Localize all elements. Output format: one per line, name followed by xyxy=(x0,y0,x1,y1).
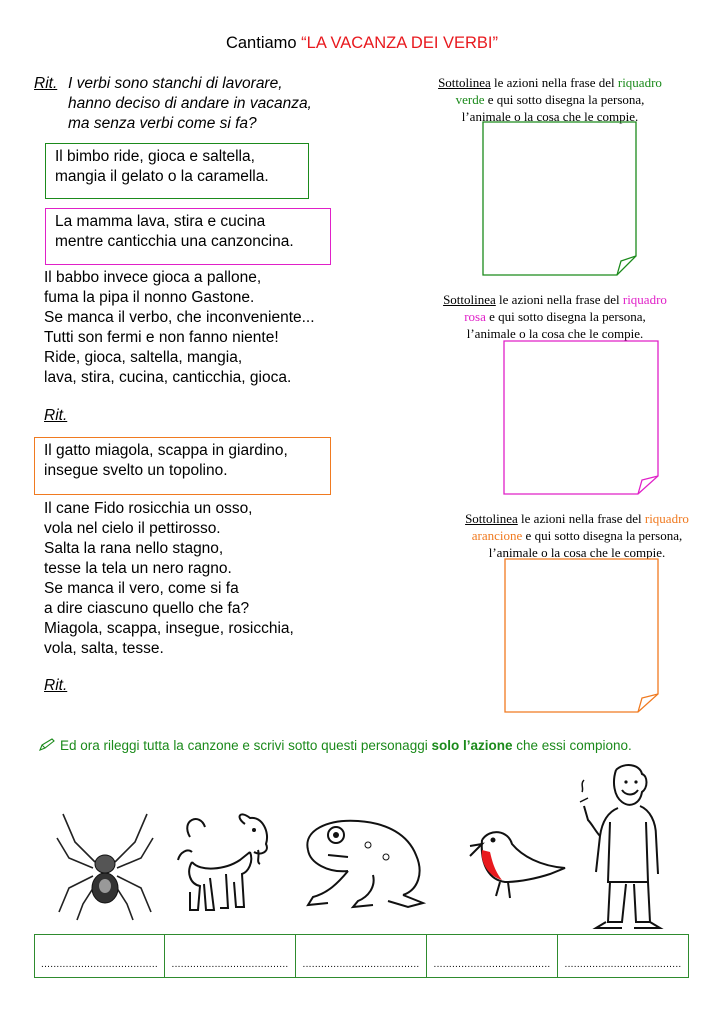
final-text: che essi compiono. xyxy=(512,738,632,753)
instruction-text: le azioni nella frase del xyxy=(495,292,623,307)
refrain-line: ma senza verbi come si fa? xyxy=(68,115,257,132)
dog-illustration xyxy=(170,812,280,917)
stanza-3 xyxy=(44,499,294,659)
green-box-line: mangia il gelato o la caramella. xyxy=(55,168,269,185)
instruction-text: l’animale o la cosa che le compie. xyxy=(488,545,666,560)
answer-cell-spider[interactable]: ...................................... xyxy=(34,934,165,978)
stanza-line: Il babbo invece gioca a pallone, xyxy=(44,269,262,286)
instruction-text: l’animale o la cosa che le compie. xyxy=(466,326,644,341)
final-bold: solo l’azione xyxy=(431,738,513,753)
stanza-line: Miagola, scappa, insegue, rosicchia, xyxy=(44,620,294,637)
robin-illustration xyxy=(460,826,570,906)
instruction-pink xyxy=(415,291,695,342)
color-word: verde xyxy=(455,92,485,107)
instruction-text: e qui sotto disegna la persona, xyxy=(484,92,645,107)
refrain-line: I verbi sono stanchi di lavorare, xyxy=(68,75,283,92)
instruction-text: e qui sotto disegna la persona, xyxy=(522,528,683,543)
orange-box xyxy=(34,437,331,495)
answer-cell-frog[interactable]: ...................................... xyxy=(296,934,427,978)
instruction-text: le azioni nella frase del xyxy=(517,511,645,526)
stanza-line: fuma la pipa il nonno Gastone. xyxy=(44,289,255,306)
instruction-text: le azioni nella frase del xyxy=(490,75,618,90)
underlined-word: Sottolinea xyxy=(443,292,496,307)
stanza-line: a dire ciascuno quello che fa? xyxy=(44,600,250,617)
pink-box xyxy=(45,208,331,265)
green-box xyxy=(45,143,309,199)
final-text: Ed ora rileggi tutta la canzone e scrivi sotto questi personaggi xyxy=(60,738,432,753)
orange-box-line: Il gatto miagola, scappa in giardino, xyxy=(44,442,288,459)
stanza-line: vola nel cielo il pettirosso. xyxy=(44,520,221,537)
underlined-word: Sottolinea xyxy=(438,75,491,90)
final-instruction xyxy=(38,738,632,753)
title-prefix: Cantiamo xyxy=(225,34,302,52)
stanza-line: vola, salta, tesse. xyxy=(44,640,164,657)
spider-illustration xyxy=(55,812,155,922)
stanza-line: Salta la rana nello stagno, xyxy=(44,540,224,557)
orange-box-line: insegue svelto un topolino. xyxy=(44,462,228,479)
drawing-frame-pink[interactable] xyxy=(503,340,660,496)
instruction-text: l’animale o la cosa che le compie. xyxy=(461,109,639,124)
rit-label: Rit. xyxy=(34,75,58,92)
color-word: rosa xyxy=(464,309,486,324)
title-song-name: “LA VACANZA DEI VERBI” xyxy=(301,34,499,52)
answer-row xyxy=(34,934,689,978)
answer-cell-robin[interactable]: ...................................... xyxy=(427,934,558,978)
instruction-text: e qui sotto disegna la persona, xyxy=(485,309,646,324)
pink-box-line: La mamma lava, stira e cucina xyxy=(55,213,266,230)
stanza-line: Il cane Fido rosicchia un osso, xyxy=(44,500,253,517)
refrain-line: hanno deciso di andare in vacanza, xyxy=(68,95,312,112)
stanza-2 xyxy=(44,268,315,388)
stanza-line: Se manca il vero, come si fa xyxy=(44,580,239,597)
rit-label-3: Rit. xyxy=(44,677,68,694)
underlined-word: Sottolinea xyxy=(465,511,518,526)
color-word: arancione xyxy=(471,528,523,543)
frog-illustration xyxy=(298,815,433,910)
stanza-line: tesse la tela un nero ragno. xyxy=(44,560,232,577)
answer-cell-dog[interactable]: ...................................... xyxy=(165,934,296,978)
color-word: riquadro xyxy=(617,75,662,90)
color-word: riquadro xyxy=(622,292,667,307)
rit-label-2: Rit. xyxy=(44,407,68,424)
instruction-orange xyxy=(437,510,717,561)
color-word: riquadro xyxy=(644,511,689,526)
stanza-line: Ride, gioca, saltella, mangia, xyxy=(44,349,243,366)
pink-box-line: mentre canticchia una canzoncina. xyxy=(55,233,294,250)
answer-cell-grandfather[interactable]: ...................................... xyxy=(558,934,689,978)
refrain-lines xyxy=(68,74,312,134)
refrain xyxy=(34,74,57,94)
pencil-icon xyxy=(38,738,56,752)
green-box-line: Il bimbo ride, gioca e saltella, xyxy=(55,148,255,165)
stanza-line: Tutti son fermi e non fanno niente! xyxy=(44,329,279,346)
drawing-frame-orange[interactable] xyxy=(504,558,660,714)
drawing-frame-green[interactable] xyxy=(482,121,638,277)
stanza-line: Se manca il verbo, che inconveniente... xyxy=(44,309,315,326)
stanza-line: lava, stira, cucina, canticchia, gioca. xyxy=(44,369,292,386)
instruction-green xyxy=(410,74,690,125)
grandfather-illustration xyxy=(578,762,668,932)
page-title xyxy=(0,34,724,53)
